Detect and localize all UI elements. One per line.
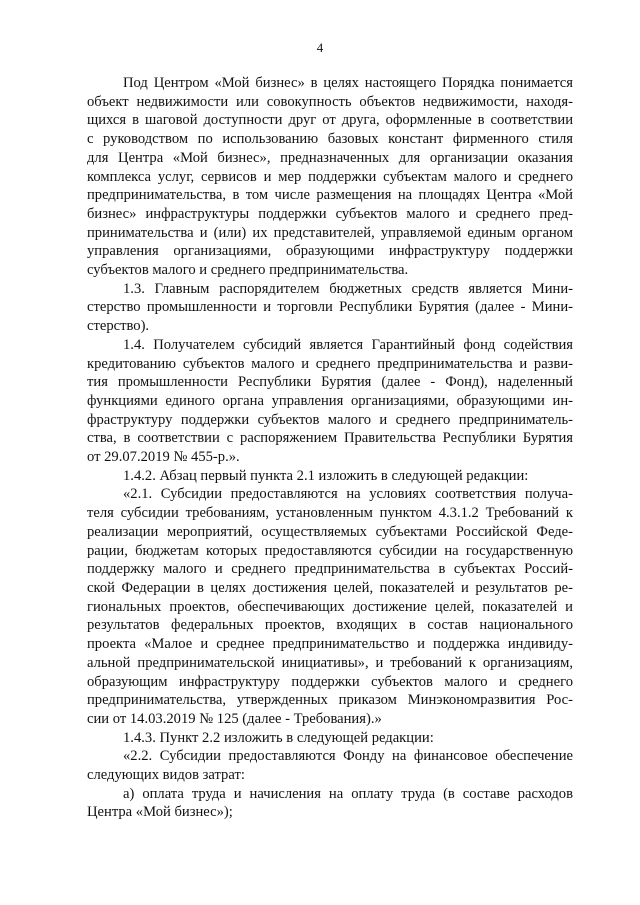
text-line: ской Федерации в целях достижения целей, показателей и результатов ре- [87,579,573,596]
text-line: стерство). [87,318,150,335]
page-number: 4 [316,40,324,55]
text-line: предпринимательства, утвержденных приказом Минэкономразвития Рос- [87,692,573,709]
text-line: тия промышленности Республики Бурятия (далее - Фонд), наделенный [87,374,573,391]
document-body [87,74,573,822]
text-line: Под Центром «Мой бизнес» в целях настоящего Порядка понимается [123,75,573,91]
text-line: для Центра «Мой бизнес», предназначенных для организации оказания [87,149,573,166]
text-line: альной предпринимательской инициативы», и требований к организациям, [87,654,573,671]
text-line: объект недвижимости или совокупность объектов недвижимости, находя- [87,93,573,110]
text-line: функциями единого органа управления организациями, образующими ин- [87,392,573,409]
text-line: реализации мероприятий, осуществляемых субъектами Российской Феде- [87,523,573,540]
text-line: щихся в шаговой доступности друг от друга, оформленные в соответствии [87,112,573,129]
text-line: стерство промышленности и торговли Республики Бурятия (далее - Мини- [87,299,573,316]
text-line: «2.1. Субсидии предоставляются на условиях соответствия получа- [123,486,573,503]
text-line: Центра «Мой бизнес»); [87,804,233,821]
text-line: результатов федеральных проектов, входящих в состав национального [87,617,573,634]
text-line: сии от 14.03.2019 № 125 (далее - Требования).» [87,710,382,727]
text-line: следующих видов затрат: [87,767,245,784]
text-line: комплекса услуг, сервисов и мер поддержки субъектам малого и среднего [87,168,573,185]
text-line: гиональных проектов, обеспечивающих достижение целей, показателей и [87,598,573,615]
text-line: предпринимательства, в том числе размещения на площадях Центра «Мой [87,187,573,204]
text-line: поддержку малого и среднего предпринимательства в субъектах Россий- [87,561,573,578]
text-line: кредитованию субъектов малого и среднего предпринимательства и разви- [87,355,573,372]
text-line: 1.4. Получателем субсидий является Гарантийный фонд содействия [123,336,573,353]
text-line: принимательства и (или) их представителей, управляемой единым органом [87,224,573,241]
text-line: ства, в соответствии с распоряжением Правительства Республики Бурятия [87,430,573,447]
text-line: 1.3. Главным распорядителем бюджетных средств является Мини- [123,280,573,297]
text-line: управления организациями, образующими инфраструктуру поддержки [87,243,573,260]
text-line: а) оплата труда и начисления на оплату труда (в составе расходов [123,785,573,802]
text-line: рации, бюджетам которых предоставляются субсидии на государственную [87,542,573,559]
text-line: проекта «Малое и среднее предпринимательство и поддержка индивиду- [87,636,573,653]
text-line: бизнес» инфраструктуры поддержки субъектов малого и среднего пред- [87,205,573,222]
text-line: 1.4.2. Абзац первый пункта 2.1 изложить в следующей редакции: [123,467,529,484]
text-line: теля субсидии требованиям, установленным пунктом 4.3.1.2 Требований к [87,505,573,522]
text-line: образующим инфраструктуру поддержки субъектов малого и среднего [87,673,573,690]
text-line: с руководством по использованию базовых констант фирменного стиля [87,131,573,148]
text-line: «2.2. Субсидии предоставляются Фонду на финансовое обеспечение [123,748,573,765]
text-line: субъектов малого и среднего предпринимательства. [87,262,409,279]
text-line: фраструктуру поддержки субъектов малого и среднего предприниматель- [87,411,573,428]
text-line: от 29.07.2019 № 455-р.». [87,449,240,466]
text-line: 1.4.3. Пункт 2.2 изложить в следующей редакции: [123,729,434,746]
